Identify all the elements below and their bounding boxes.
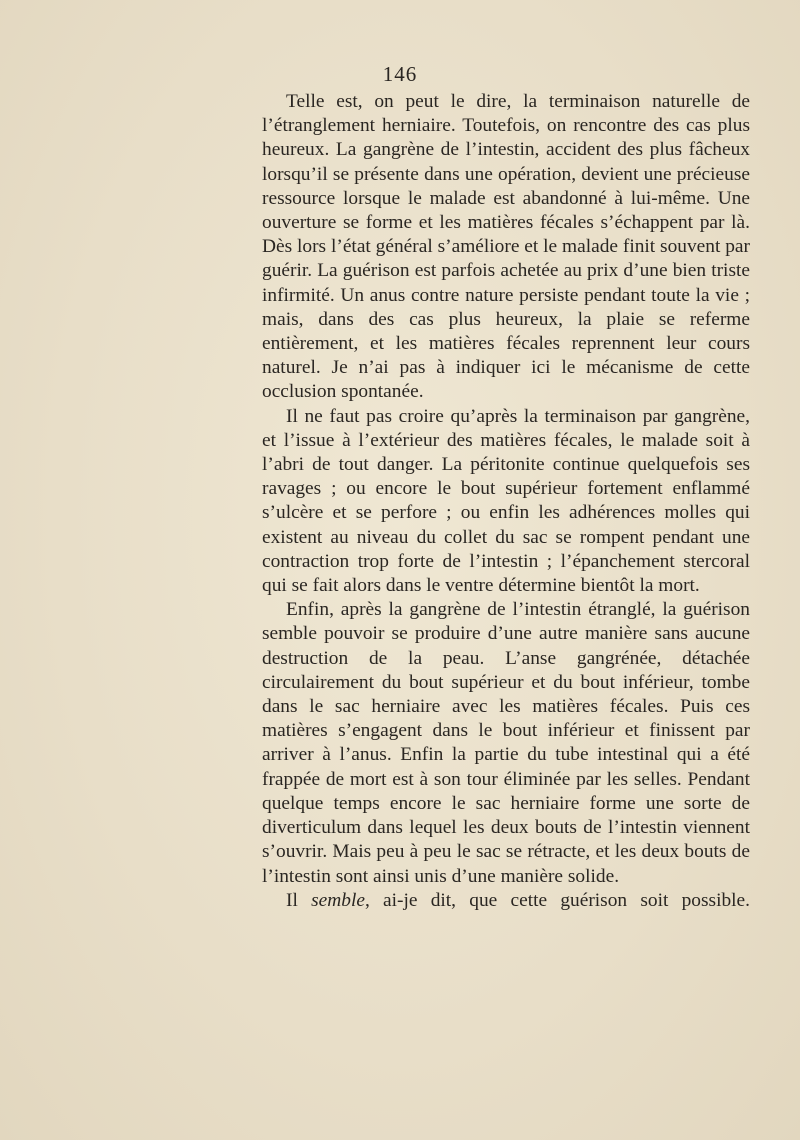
paragraph-4-start: Il	[286, 889, 312, 911]
paragraph-1: Telle est, on peut le dire, la terminaison naturelle de l’étranglement herniaire. Toutefois, on rencontre des cas plus heureux. La gangrène de l’intestin, accident des plus fâcheux lorsqu’il se présente dans une opération, devient une précieuse ressource lorsque le malade est abandonné à lui-même. Une ouverture se forme et les matières fécales s’échappent par là. Dès lors l’état général s’améliore et le malade finit souvent par guérir. La guérison est parfois achetée au prix d’une bien triste infirmité. Un anus contre nature persiste pendant toute la vie ; mais, dans des cas plus heureux, la plaie se referme entièrement, et les matières fécales reprennent leur cours naturel. Je n’ai pas à indiquer ici le mécanisme de cette occlusion spontanée.	[262, 91, 750, 403]
page-number: 146	[382, 62, 418, 86]
body-text	[262, 90, 750, 913]
paragraph-3: Enfin, après la gangrène de l’intestin étranglé, la guérison semble pouvoir se produire d’une autre manière sans aucune destruction de la peau. L’anse gangrénée, détachée circulairement du bout supérieur et du bout inférieur, tombe dans le sac herniaire avec les matières fécales. Puis ces matières s’engagent dans le bout inférieur et finissent par arriver à l’anus. Enfin la partie du tube intestinal qui a été frappée de mort est à son tour éliminée par les selles. Pendant quelque temps encore le sac herniaire forme une sorte de diverticulum dans lequel les deux bouts de l’intestin viennent s’ouvrir. Mais peu à peu le sac se rétracte, et les deux bouts de l’intestin sont ainsi unis d’une manière solide.	[262, 599, 750, 887]
paragraph-4-end: , ai-je dit, que cette guérison soit possible.	[364, 889, 750, 911]
emphasized-word: semble	[311, 889, 365, 911]
paragraph-4	[262, 889, 750, 913]
paragraph-2: Il ne faut pas croire qu’après la terminaison par gangrène, et l’issue à l’extérieur des matières fécales, le malade soit à l’abri de tout danger. La péritonite continue quelquefois ses ravages ; ou encore le bout supérieur fortement enflammé s’ulcère et se perfore ; ou enfin les adhérences molles qui existent au niveau du collet du sac se rompent pendant une contraction trop forte de l’intestin ; l’épanchement stercoral qui se fait alors dans le ventre détermine bientôt la mort.	[262, 405, 750, 597]
